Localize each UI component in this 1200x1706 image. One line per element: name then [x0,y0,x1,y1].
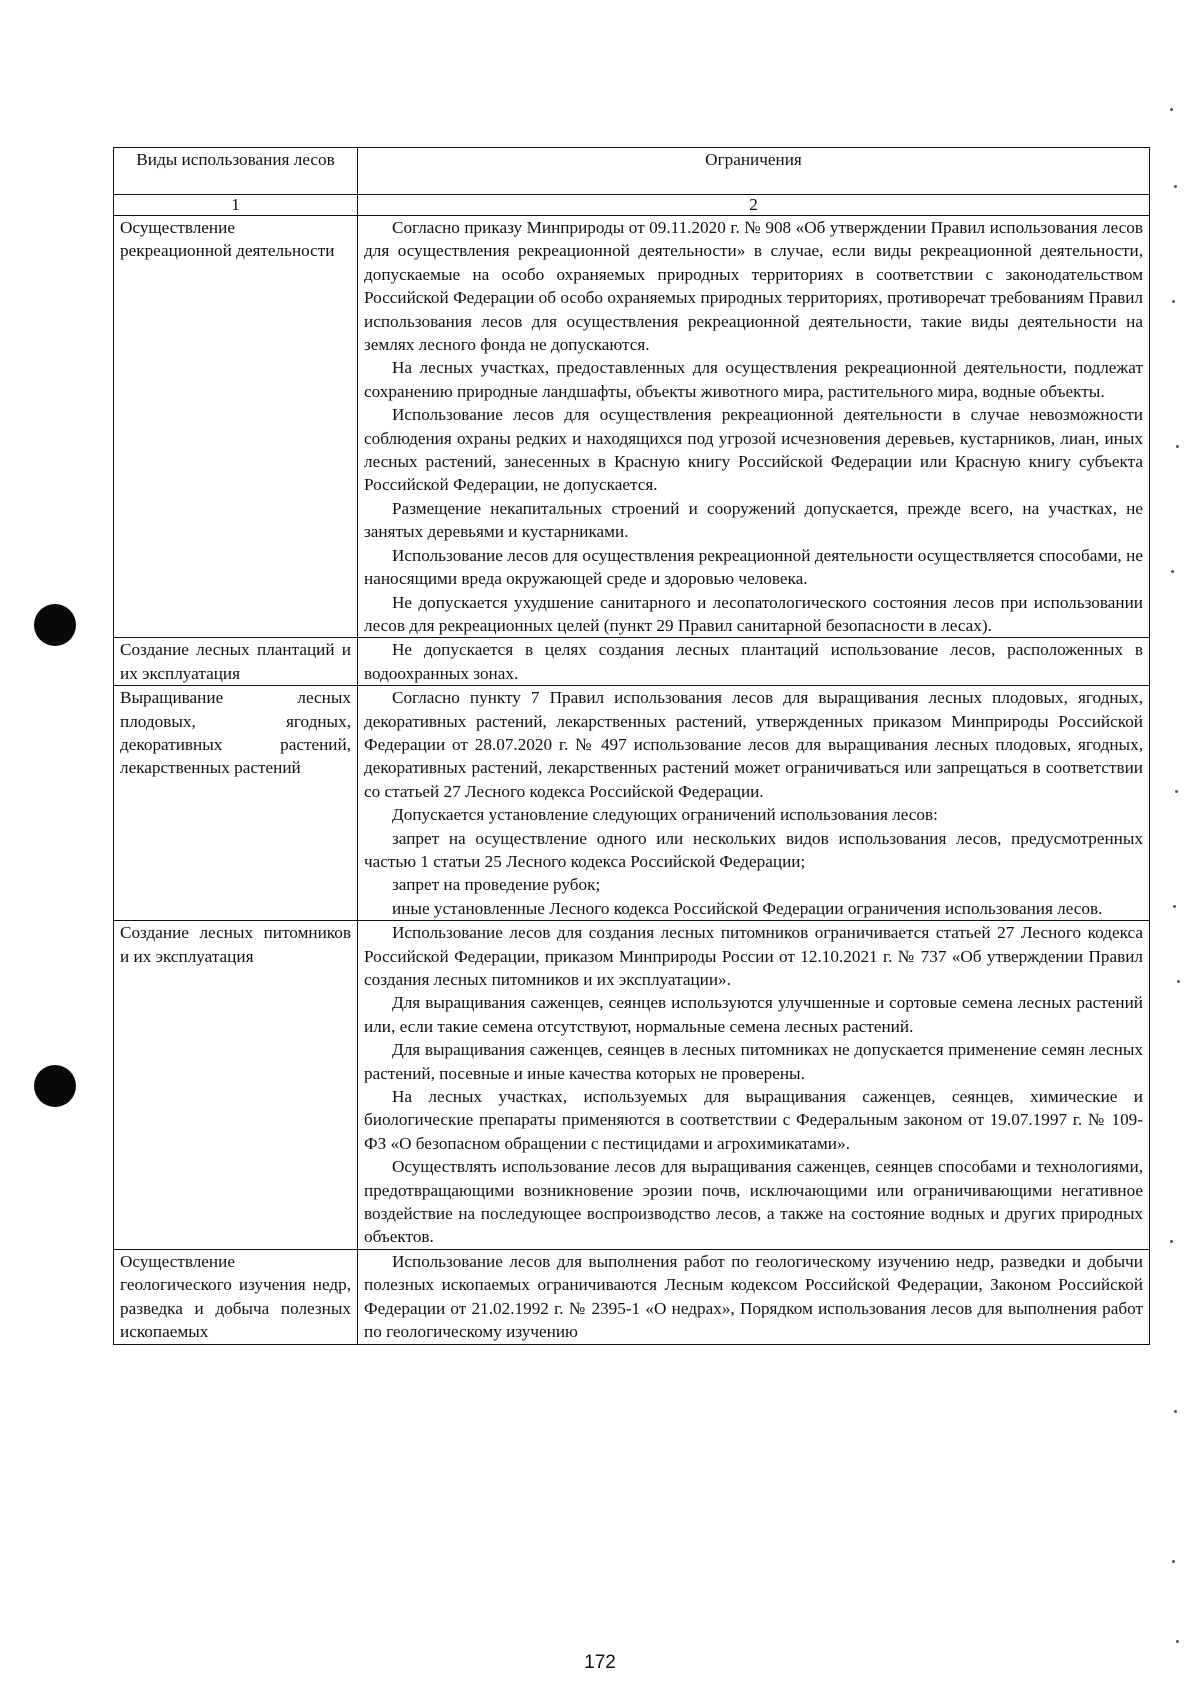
forest-use-type: Осуществление геологического изучения недр, разведка и добыча полезных ископаемых [114,1249,358,1344]
column-number-row [114,195,1150,216]
paragraph: запрет на проведение рубок; [392,875,601,895]
header-restrictions: Ограничения [358,148,1150,195]
header-forest-use-types: Виды использования лесов [114,148,358,195]
forest-use-type: Создание лесных питомников и их эксплуатация [114,921,358,1250]
paragraph: запрет на осуществление одного или нескольких видов использования лесов, предусмотренных частью 1 статьи 25 Лесного кодекса Российской Федерации; [364,828,1143,871]
column-number-1: 1 [114,195,358,216]
page-number: 172 [584,1652,616,1673]
paragraph: На лесных участках, используемых для выращивания саженцев, сеянцев, химические и биологические препараты применяются в соответствии с Федеральным законом от 19.07.1997 г. № 109-ФЗ «О безопасном обращении с пестицидами и агрохимикатами». [364,1087,1143,1153]
paragraph: Для выращивания саженцев, сеянцев используются улучшенные и сортовые семена лесных растений или, если такие семена отсутствуют, нормальные семена лесных растений. [364,993,1143,1036]
table-row [114,638,1150,686]
forest-use-type: Выращивание лесных плодовых, ягодных, декоративных растений, лекарственных растений [114,686,358,921]
paragraph: Размещение некапитальных строений и сооружений допускается, прежде всего, на участках, не занятых деревьями и кустарниками. [364,498,1143,542]
paragraph: Согласно пункту 7 Правил использования лесов для выращивания лесных плодовых, ягодных, декоративных растений, лекарственных растений, утвержденных приказом Минприроды Российской Федерации от 28.07.2020 г. № 497 использование лесов для выращивания лесных плодовых, ягодных, декоративных растений, лекарственных растений может ограничиваться или запрещаться в соответствии со статьей 27 Лесного кодекса Российской Федерации. [364,688,1143,801]
paragraph: Не допускается ухудшение санитарного и лесопатологического состояния лесов при использовании лесов для рекреационных целей (пункт 29 Правил санитарной безопасности в лесах). [364,592,1143,635]
paragraph: Использование лесов для выполнения работ по геологическому изучению недр, разведки и добычи полезных ископаемых ограничиваются Лесным кодексом Российской Федерации, Законом Российской Федерации от 21.02.1992 г. № 2395-1 «О недрах», Порядком использования лесов для выполнения работ по геологическому изучению [364,1251,1143,1342]
restrictions-text [358,216,1150,638]
paragraph: На лесных участках, предоставленных для осуществления рекреационной деятельности, подлежат сохранению природные ландшафты, объекты животного мира, растительного мира, водные объекты. [364,358,1143,401]
paragraph: Согласно приказу Минприроды от 09.11.2020 г. № 908 «Об утверждении Правил использования лесов для осуществления рекреационной деятельности» в случае, если виды рекреационной деятельности, допускаемые на особо охраняемых природных территориях в соответствии с законодательством Российской Федерации об особо охраняемых природных территориях, противоречат требованиям Правил использования лесов для осуществления рекреационной деятельности, такие виды деятельности на землях лесного фонда не допускаются. [364,218,1143,355]
restrictions-table [113,147,1150,1345]
forest-use-type: Осуществление рекреационной деятельности [114,216,358,638]
punch-hole-top [34,604,76,646]
paragraph: Использование лесов для создания лесных питомников ограничивается статьей 27 Лесного кодекса Российской Федерации, приказом Минприроды России от 12.10.2021 г. № 737 «Об утверждении Правил создания лесных питомников и их эксплуатации». [364,923,1143,989]
table-header-row [114,148,1150,195]
table-row [114,921,1150,1250]
scan-edge-marks [1168,0,1182,1706]
restrictions-text [358,686,1150,921]
paragraph: Не допускается в целях создания лесных плантаций использование лесов, расположенных в водоохранных зонах. [364,640,1143,683]
punch-hole-bottom [34,1065,76,1107]
paragraph: иные установленные Лесного кодекса Российской Федерации ограничения использования лесов. [392,898,1103,918]
column-number-2: 2 [358,195,1150,216]
table-row [114,1249,1150,1344]
restrictions-text [358,638,1150,686]
paragraph: Для выращивания саженцев, сеянцев в лесных питомниках не допускается применение семян лесных растений, посевные и иные качества которых не проверены. [364,1040,1143,1083]
table-row [114,686,1150,921]
paragraph: Допускается установление следующих ограничений использования лесов: [392,805,938,825]
forest-use-type: Создание лесных плантаций и их эксплуатация [114,638,358,686]
restrictions-text [358,921,1150,1250]
table-row [114,216,1150,638]
paragraph: Использование лесов для осуществления рекреационной деятельности осуществляется способами, не наносящими вреда окружающей среде и здоровью человека. [364,545,1143,589]
paragraph: Осуществлять использование лесов для выращивания саженцев, сеянцев способами и технологиями, предотвращающими возникновение эрозии почв, исключающими или ограничивающими негативное воздействие на последующее воспроизводство лесов, а также на состояние водных и других природных объектов. [364,1157,1143,1247]
restrictions-text [358,1249,1150,1344]
paragraph: Использование лесов для осуществления рекреационной деятельности в случае невозможности соблюдения охраны редких и находящихся под угрозой исчезновения деревьев, кустарников, лиан, иных лесных растений, занесенных в Красную книгу Российской Федерации или Красную книгу субъекта Российской Федерации, не допускается. [364,405,1143,495]
